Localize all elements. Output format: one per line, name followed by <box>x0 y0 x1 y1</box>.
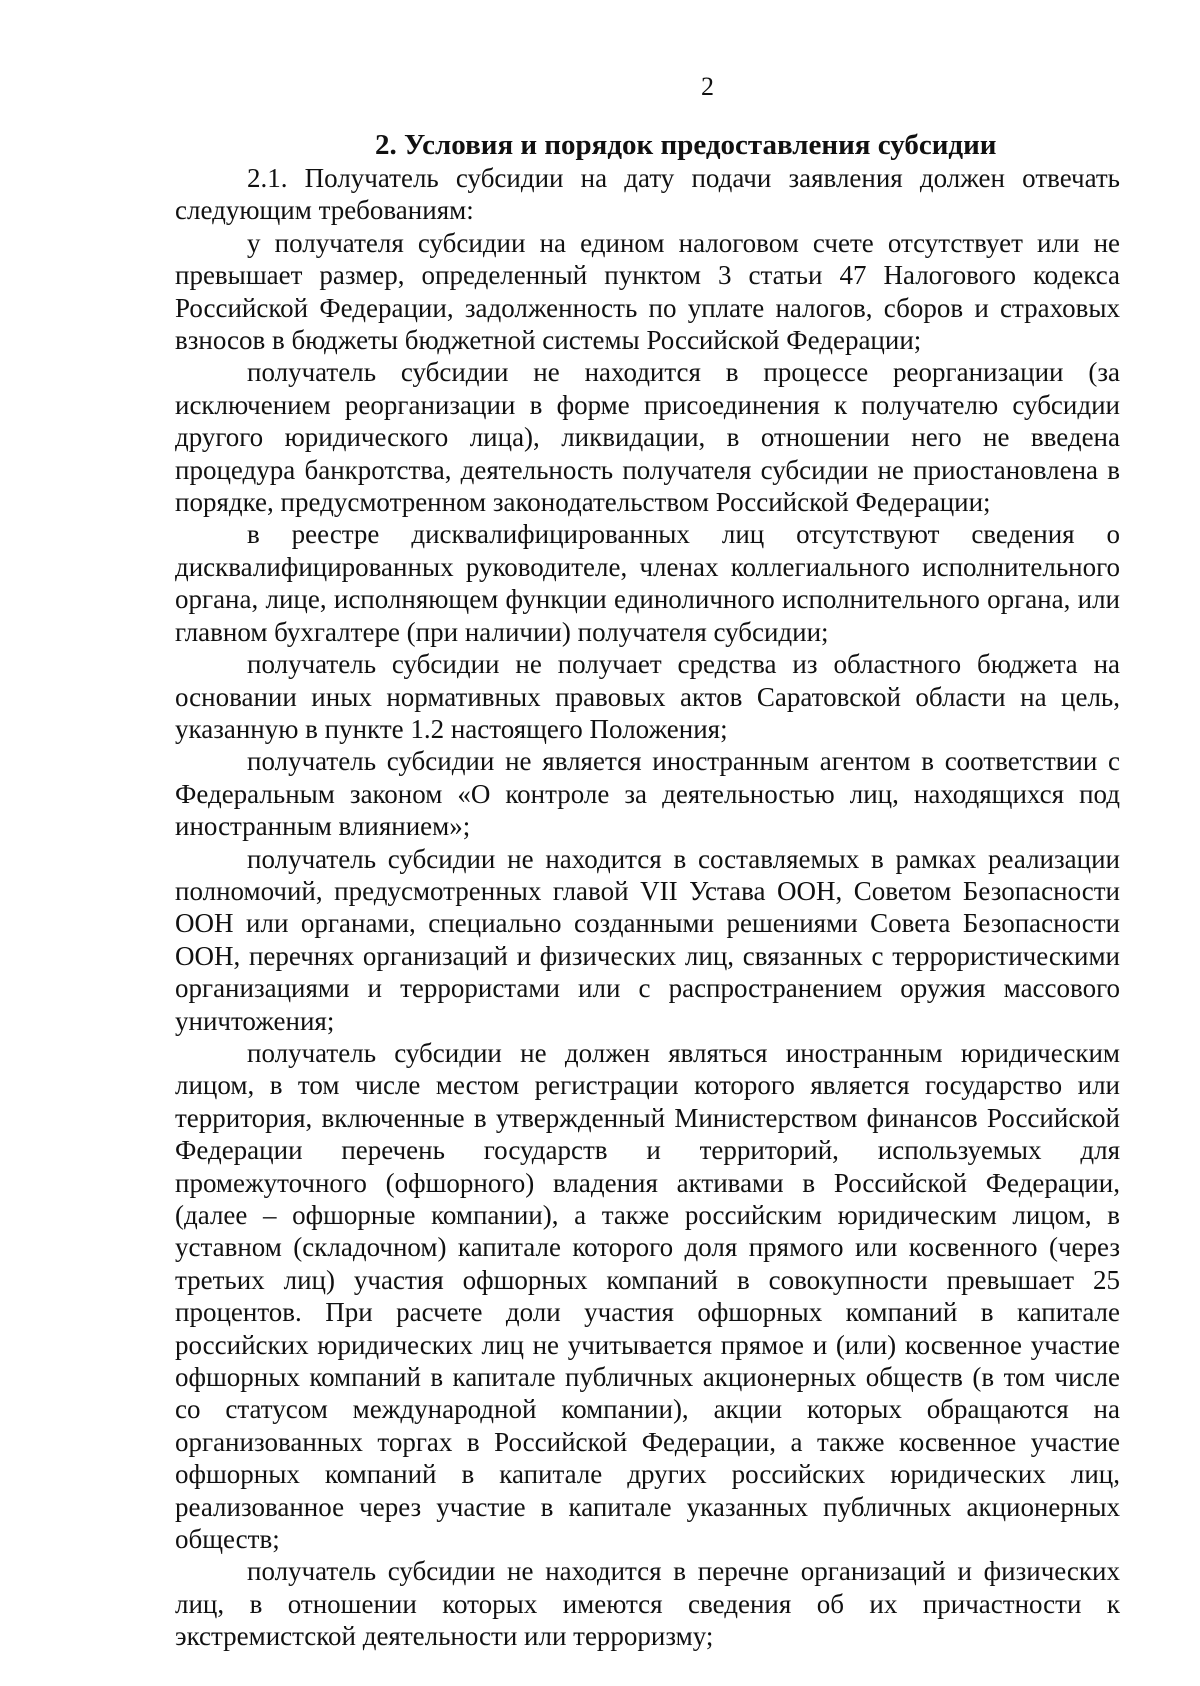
paragraph-reorganization: получатель субсидии не находится в процессе реорганизации (за исключением реорганизации в форме присоединения к получателю субсидии другого юридического лица), ликвидации, в отношении него не введена процедура банкротства, деятельность получателя субсидии не приостановлена в порядке, предусмотренном законодательством Российской Федерации; <box>175 357 1120 518</box>
section-title: 2. Условия и порядок предоставления субсидии <box>375 129 997 161</box>
paragraph-foreign-agent: получатель субсидии не является иностранным агентом в соответствии с Федеральным законом «О контроле за деятельностью лиц, находящихся под иностранным влиянием»; <box>175 746 1120 842</box>
paragraph-disqualified-persons: в реестре дисквалифицированных лиц отсутствуют сведения о дисквалифицированных руководителе, членах коллегиального исполнительного органа, лице, исполняющем функции единоличного исполнительного органа, или главном бухгалтере (при наличии) получателя субсидии; <box>175 519 1120 647</box>
page-number: 2 <box>701 72 714 101</box>
paragraph-un-lists: получатель субсидии не находится в составляемых в рамках реализации полномочий, предусмотренных главой VII Устава ООН, Советом Безопасности ООН или органами, специально созданными решениями Совета Безопасности ООН, перечнях организаций и физических лиц, связанных с террористическими организациями и террористами или с распространением оружия массового уничтожения; <box>175 843 1120 1036</box>
paragraph-extremism: получатель субсидии не находится в перечне организаций и физических лиц, в отношении которых имеются сведения об их причастности к экстремистской деятельности или терроризму; <box>175 1556 1120 1652</box>
paragraph-2-1: 2.1. Получатель субсидии на дату подачи заявления должен отвечать следующим требованиям: <box>175 163 1120 226</box>
paragraph-tax-debt: у получателя субсидии на едином налоговом счете отсутствует или не превышает размер, определенный пунктом 3 статьи 47 Налогового кодекса Российской Федерации, задолженность по уплате налогов, сборов и страховых взносов в бюджеты бюджетной системы Российской Федерации; <box>175 227 1120 356</box>
paragraph-other-budget-funds: получатель субсидии не получает средства из областного бюджета на основании иных нормативных правовых актов Саратовской области на цель, указанную в пункте 1.2 настоящего Положения; <box>175 649 1120 744</box>
paragraph-offshore: получатель субсидии не должен являться иностранным юридическим лицом, в том числе местом регистрации которого является государство или территория, включенные в утвержденный Министерством финансов Российской Федерации перечень государств и территорий, используемых для промежуточного (офшорного) владения активами в Российской Федерации, (далее – офшорные компании), а также российским юридическим лицом, в уставном (складочном) капитале которого доля прямого или косвенного (через третьих лиц) участия офшорных компаний в совокупности превышает 25 процентов. При расчете доли участия офшорных компаний в капитале российских юридических лиц не учитывается прямое и (или) косвенное участие офшорных компаний в капитале публичных акционерных обществ (в том числе со статусом международной компании), акции которых обращаются на организованных торгах в Российской Федерации, а также косвенное участие офшорных компаний в капитале других российских юридических лиц, реализованное через участие в капитале указанных публичных акционерных обществ; <box>175 1037 1120 1555</box>
